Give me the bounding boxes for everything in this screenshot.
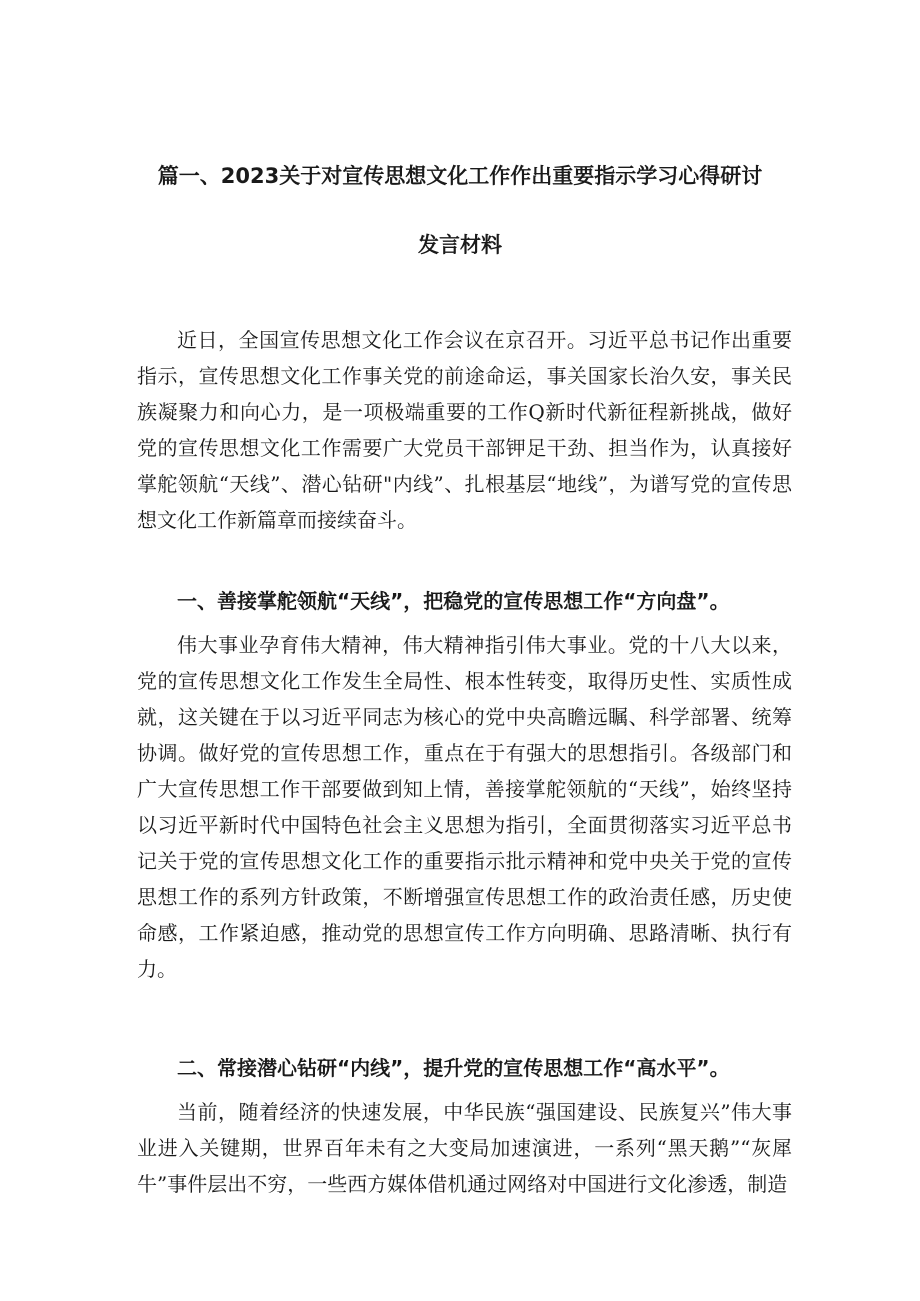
document-title-line-1: 篇一、2023关于对宣传思想文化工作作出重要指示学习心得研讨 <box>157 164 763 188</box>
body-paragraph-2: 伟大事业孕育伟大精神，伟大精神指引伟大事业。党的十八大以来，党的宣传思想文化工作发生全局性、根本性转变，取得历史性、实质性成就，这关键在于以习近平同志为核心的党中央高瞻远瞩、科学部署、统筹协调。做好党的宣传思想工作，重点在于有强大的思想指引。各级部门和广大宣传思想工作干部要做到知上情，善接掌舵领航的“天线”，始终坚持以习近平新时代中国特色社会主义思想为指引，全面贯彻落实习近平总书记关于党的宣传思想文化工作的重要指示批示精神和党中央关于党的宣传思想工作的系列方针政策，不断增强宣传思想工作的政治责任感，历史使命感，工作紧迫感，推动党的思想宣传工作方向明确、思路清晰、执行有力。 <box>137 633 792 981</box>
section-heading-1: 一、善接掌舵领航“天线”，把稳党的宣传思想工作“方向盘”。 <box>177 589 730 613</box>
document-title-line-2: 发言材料 <box>418 233 502 257</box>
section-heading-2: 二、常接潜心钻研“内线”，提升党的宣传思想工作“高水平”。 <box>177 1056 730 1080</box>
body-paragraph-1: 近日，全国宣传思想文化工作会议在京召开。习近平总书记作出重要指示，宣传思想文化工作事关党的前途命运，事关国家长治久安，事关民族凝聚力和向心力，是一项极端重要的工作Q新时代新征程新挑战，做好党的宣传思想文化工作需要广大党员干部钾足干劲、担当作为，认真接好掌舵领航“天线”、潜心钻研"内线”、扎根基层“地线”，为谱写党的宣传思想文化工作新篇章而接续奋斗。 <box>137 328 792 532</box>
body-paragraph-3: 当前，随着经济的快速发展，中华民族“强国建设、民族复兴”伟大事业进入关键期，世界百年未有之大变局加速演进，一系列“黑天鹅”“灰犀牛”事件层出不穷，一些西方媒体借机通过网络对中国进行文化渗透，制造 <box>137 1100 792 1196</box>
